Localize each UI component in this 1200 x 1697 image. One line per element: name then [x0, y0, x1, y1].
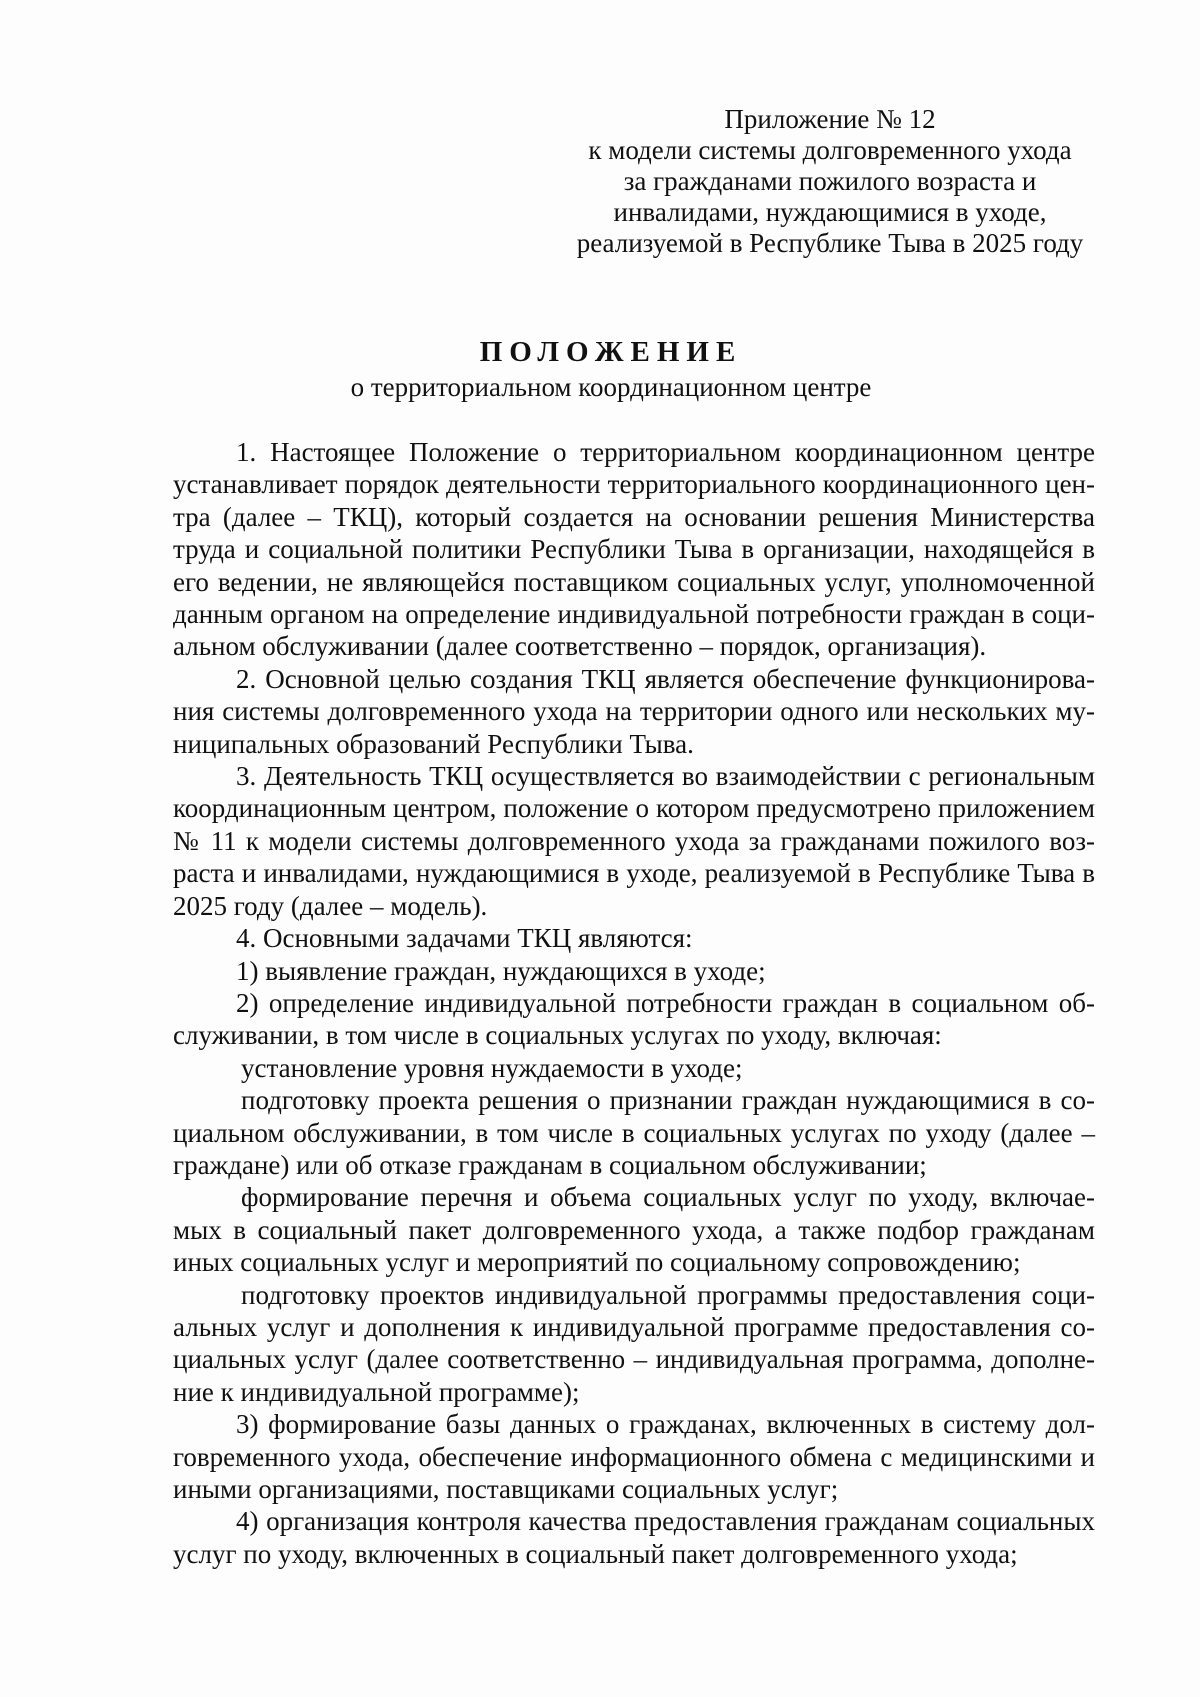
paragraph-line: мых в социальный пакет долговременного ухода, а также подбор гражданам: [173, 1214, 1095, 1245]
paragraph-line: данным органом на определение индивидуальной потребности граждан в соци-: [173, 599, 1095, 630]
paragraph-line: альном обслуживании (далее соответственно – порядок, организация).: [173, 631, 987, 662]
appendix-line: реализуемой в Республике Тыва в 2025 году: [576, 228, 1084, 258]
paragraph-line: граждане) или об отказе гражданам в социальном обслуживании;: [173, 1149, 927, 1180]
paragraph-line: подготовку проекта решения о признании граждан нуждающимися в со-: [241, 1085, 1095, 1116]
paragraph-line: ния системы долговременного ухода на территории одного или нескольких му-: [173, 696, 1095, 727]
paragraph-line: иных социальных услуг и мероприятий по социальному сопровождению;: [173, 1247, 1021, 1278]
paragraph-line: тра (далее – ТКЦ), который создается на основании решения Министерства: [173, 501, 1095, 532]
appendix-header: [560, 104, 1100, 259]
paragraph-line: иными организациями, поставщиками социальных услуг;: [173, 1474, 839, 1504]
paragraph-line: 4. Основными задачами ТКЦ являются:: [236, 923, 693, 954]
appendix-line: Приложение № 12: [724, 104, 936, 134]
paragraph-line: служивании, в том числе в социальных услугах по уходу, включая:: [173, 1020, 942, 1051]
paragraph-line: подготовку проектов индивидуальной программы предоставления соци-: [241, 1279, 1095, 1310]
paragraph-line: ние к индивидуальной программе);: [173, 1376, 580, 1407]
paragraph-line: услуг по уходу, включенных в социальный пакет долговременного ухода;: [173, 1538, 1018, 1569]
paragraph-line: труда и социальной политики Республики Тыва в организации, находящейся в: [173, 534, 1095, 565]
paragraph-line: 1. Настоящее Положение о территориальном координационном центре: [236, 437, 1095, 467]
paragraph-line: 3) формирование базы данных о гражданах, включенных в систему дол-: [236, 1409, 1095, 1440]
appendix-line: инвалидами, нуждающимися в уходе,: [613, 197, 1047, 227]
paragraph-line: его ведении, не являющейся поставщиком социальных услуг, уполномоченной: [173, 566, 1095, 597]
appendix-line: к модели системы долговременного ухода: [588, 135, 1072, 165]
paragraph-line: раста и инвалидами, нуждающимися в уходе, реализуемой в Республике Тыва в: [173, 858, 1095, 889]
document-subtitle: о территориальном координационном центре: [350, 372, 872, 402]
paragraph-line: говременного ухода, обеспечение информационного обмена с медицинскими и: [173, 1441, 1095, 1472]
paragraph-line: 1) выявление граждан, нуждающихся в уходе;: [236, 955, 766, 986]
document-title: ПОЛОЖЕНИЕ: [479, 336, 743, 368]
paragraph-line: 2025 году (далее – модель).: [173, 890, 488, 921]
paragraph-line: 2) определение индивидуальной потребности граждан в социальном об-: [236, 987, 1095, 1018]
paragraph-line: № 11 к модели системы долговременного ухода за гражданами пожилого воз-: [173, 825, 1095, 856]
paragraph-line: устанавливает порядок деятельности территориального координационного цен-: [173, 469, 1095, 500]
paragraph-line: установление уровня нуждаемости в уходе;: [241, 1052, 743, 1083]
paragraph-line: циальном обслуживании, в том числе в социальных услугах по уходу (далее –: [173, 1117, 1095, 1148]
paragraph-line: ниципальных образований Республики Тыва.: [173, 728, 694, 759]
paragraph-line: альных услуг и дополнения к индивидуальной программе предоставления со-: [173, 1311, 1095, 1342]
paragraph-line: 4) организация контроля качества предоставления гражданам социальных: [236, 1506, 1095, 1537]
paragraph-line: циальных услуг (далее соответственно – индивидуальная программа, дополне-: [173, 1344, 1095, 1375]
paragraph-line: 2. Основной целью создания ТКЦ является обеспечение функционирова-: [236, 663, 1095, 694]
paragraph-line: формирование перечня и объема социальных услуг по уходу, включае-: [241, 1182, 1095, 1213]
paragraph-line: 3. Деятельность ТКЦ осуществляется во взаимодействии с региональным: [236, 761, 1095, 792]
appendix-line: за гражданами пожилого возраста и: [623, 166, 1037, 196]
paragraph-line: координационным центром, положение о котором предусмотрено приложением: [173, 793, 1095, 824]
document-body: [173, 436, 1095, 1570]
